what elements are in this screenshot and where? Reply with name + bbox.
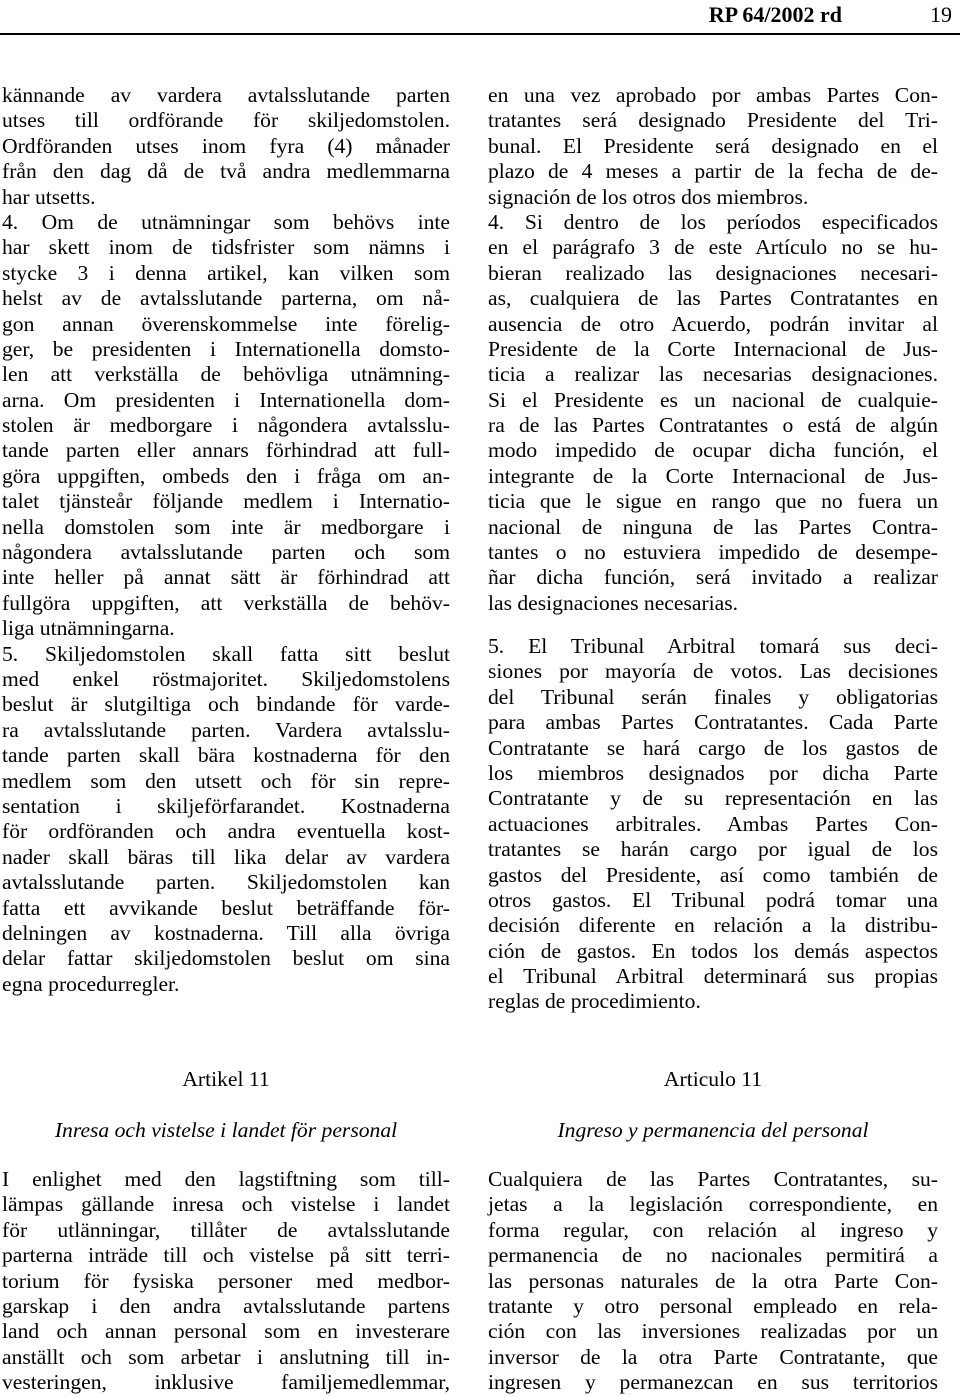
right-column-text-section-5 (488, 634, 938, 1015)
text-line: permanencia de no nacionales permitirá a (488, 1243, 938, 1268)
text-line: ausencia de otro Acuerdo, podrán invitar al (488, 311, 938, 336)
text-line: helst av de avtalsslutande parterna, om nå- (2, 286, 450, 311)
text-line: ticia a realizar las necesarias designaciones. (488, 362, 938, 387)
text-line: tratantes se harán cargo por igual de los (488, 837, 938, 862)
text-line: ra de las Partes Contratantes o está de algún (488, 413, 938, 438)
article-subheading-swedish: Inresa och vistelse i landet för personal (54, 1118, 398, 1142)
text-line: I enlighet med den lagstiftning som till- (2, 1167, 450, 1191)
text-line: siones por mayoría de votos. Las decisiones (488, 659, 938, 684)
text-line: as, cualquiera de las Partes Contratantes en (488, 286, 938, 311)
article-heading-swedish: Artikel 11 (182, 1067, 270, 1091)
text-line: ción con las inversiones realizadas por un (488, 1319, 938, 1344)
text-line: actuaciones arbitrales. Ambas Partes Con- (488, 811, 938, 836)
text-line: göra uppgiften, ombeds den i fråga om an- (2, 463, 450, 488)
text-line: el Tribunal Arbitral determinará sus propias (488, 964, 938, 989)
article-body-swedish (2, 1167, 450, 1396)
text-line: ra avtalsslutande parten. Vardera avtalsslu- (2, 717, 450, 742)
text-line: Cualquiera de las Partes Contratantes, su- (488, 1167, 938, 1191)
text-line: arna. Om presidenten i Internationella dom- (2, 387, 450, 412)
text-line: len att verkställa de behövliga utnämning- (2, 362, 450, 387)
text-line: ticia que le sigue en rango que no fuera un (488, 489, 938, 514)
text-line: integrante de la Corte Internacional de Jus- (488, 463, 938, 488)
text-line: kännande av vardera avtalsslutande parten (2, 83, 450, 107)
text-line: parterna inträde till och vistelse på sitt terri- (2, 1243, 450, 1268)
text-line: torium för fysiska personer med medbor- (2, 1268, 450, 1293)
text-line: para ambas Partes Contratantes. Cada Parte (488, 710, 938, 735)
text-line: plazo de 4 meses a partir de la fecha de de- (488, 159, 938, 184)
text-line: medlem som den utsett och för sin repre- (2, 768, 450, 793)
text-line: med enkel röstmajoritet. Skiljedomstolens (2, 666, 450, 691)
text-line: modo impedido de ocupar dicha función, el (488, 438, 938, 463)
text-line: för utlänningar, tillåter de avtalsslutande (2, 1217, 450, 1242)
text-line: tande parten skall bära kostnaderna för den (2, 743, 450, 768)
text-line: avtalsslutande parten. Skiljedomstolen kan (2, 870, 450, 895)
document-code: RP 64/2002 rd (708, 2, 842, 27)
text-line: egna procedurregler. (2, 971, 180, 996)
text-line: 5. Skiljedomstolen skall fatta sitt beslut (2, 641, 450, 666)
text-line: Contratante y de su representación en las (488, 786, 938, 811)
text-line: reglas de procedimiento. (488, 989, 701, 1014)
text-line: ción de gastos. En todos los demás aspectos (488, 938, 938, 963)
text-line: nacional de ninguna de las Partes Contra- (488, 514, 938, 539)
text-line: har utsetts. (2, 184, 96, 209)
text-line: Si el Presidente es un nacional de cualquie- (488, 387, 938, 412)
article-heading-spanish: Articulo 11 (663, 1067, 763, 1091)
text-line: las designaciones necesarias. (488, 590, 739, 615)
text-line: fatta ett avvikande beslut beträffande för- (2, 895, 450, 920)
text-line: 5. El Tribunal Arbitral tomará sus deci- (488, 634, 938, 658)
text-line: Contratante se hará cargo de los gastos de (488, 735, 938, 760)
text-line: ger, be presidenten i Internationella domsto- (2, 336, 450, 361)
text-line: utses till ordförande för skiljedomstolen. (2, 108, 450, 133)
text-line: liga utnämningarna. (2, 616, 175, 641)
text-line: tande parten eller annars förhindrad att full- (2, 438, 450, 463)
text-line: decisión diferente en relación a la distribu- (488, 913, 938, 938)
text-line: ñar dicha función, será invitado a realizar (488, 565, 938, 590)
text-line: inte heller på annat sätt är förhindrad att (2, 565, 450, 590)
text-line: tratantes será designado Presidente del Tri- (488, 108, 938, 133)
text-line: Presidente de la Corte Internacional de Jus- (488, 336, 938, 361)
header-rule (0, 33, 960, 35)
text-line: delningen av kostnaderna. Till alla övriga (2, 920, 450, 945)
text-line: en el parágrafo 3 de este Artículo no se hu- (488, 235, 938, 260)
text-line: sentation i skiljeförfarandet. Kostnaderna (2, 793, 450, 818)
text-line: Ordföranden utses inom fyra (4) månader (2, 133, 450, 158)
text-line: för ordföranden och andra eventuella kost- (2, 819, 450, 844)
text-line: forma regular, con relación al ingreso y (488, 1217, 938, 1242)
text-line: jetas a la legislación correspondiente, en (488, 1192, 938, 1217)
text-line: bieran realizado las designaciones necesari- (488, 260, 938, 285)
text-line: gastos del Presidente, así como también de (488, 862, 938, 887)
text-line: talet tjänsteår följande medlem i Internatio- (2, 489, 450, 514)
text-line: tantes o no estuviera impedido de desempe- (488, 540, 938, 565)
text-line: del Tribunal serán finales y obligatorias (488, 684, 938, 709)
text-line: lämpas gällande inresa och vistelse i landet (2, 1192, 450, 1217)
page-number: 19 (930, 2, 952, 27)
text-line: signación de los otros dos miembros. (488, 184, 809, 209)
text-line: 4. Om de utnämningar som behövs inte (2, 209, 450, 234)
text-line: fullgöra uppgiften, att verkställa de behöv- (2, 590, 450, 615)
text-line: nella domstolen som inte är medborgare i (2, 514, 450, 539)
text-line: tratante y otro personal empleado en rela- (488, 1293, 938, 1318)
text-line: bunal. El Presidente será designado en el (488, 133, 938, 158)
text-line: någondera avtalsslutande parten och som (2, 540, 450, 565)
left-column-text (2, 83, 450, 997)
text-line: las personas naturales de la otra Parte Con- (488, 1268, 938, 1293)
article-subheading-spanish: Ingreso y permanencia del personal (557, 1118, 869, 1142)
text-line: otros gastos. El Tribunal podrá tomar una (488, 887, 938, 912)
text-line: gon annan överenskommelse inte förelig- (2, 311, 450, 336)
text-line: inversor de la otra Parte Contratante, que (488, 1344, 938, 1369)
text-line: stycke 3 i denna artikel, kan vilken som (2, 260, 450, 285)
text-line: beslut är slutgiltiga och bindande för varde- (2, 692, 450, 717)
text-line: 4. Si dentro de los períodos especificados (488, 209, 938, 234)
text-line: los miembros designados por dicha Parte (488, 760, 938, 785)
text-line: nader skall bäras till lika delar av vardera (2, 844, 450, 869)
text-line: anställt och som arbetar i anslutning till in- (2, 1344, 450, 1369)
text-line: från den dag då de två andra medlemmarna (2, 159, 450, 184)
text-line: garskap i den andra avtalsslutande partens (2, 1293, 450, 1318)
text-line: delar fattar skiljedomstolen beslut om sina (2, 946, 450, 971)
text-line: ingresen y permanezcan en sus territorios (488, 1370, 938, 1395)
text-line: har skett inom de tidsfrister som nämns i (2, 235, 450, 260)
text-line: land och annan personal som en investerare (2, 1319, 450, 1344)
right-column-text (488, 83, 938, 616)
article-body-spanish (488, 1167, 938, 1396)
text-line: stolen är medborgare i någondera avtalsslu- (2, 413, 450, 438)
text-line: vesteringen, inklusive familjemedlemmar, (2, 1370, 450, 1395)
text-line: en una vez aprobado por ambas Partes Con- (488, 83, 938, 107)
